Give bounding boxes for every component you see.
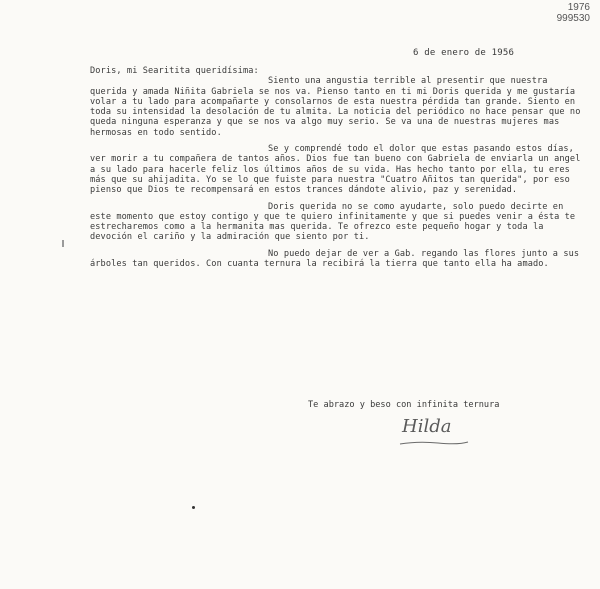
archive-ref-number: 999530: [556, 13, 590, 24]
ink-dot: [192, 506, 195, 509]
salutation: Doris, mi Searitita queridísima:: [90, 66, 259, 76]
paragraph: Se y comprendé todo el dolor que estas pasando estos días, ver morir a tu compañera de tantos años. Dios fue tan bueno con Gabriela de enviarla un angel a su lado para hacerle feliz los últimos años de su vida. Has hecho tanto por ella, tu eres más que su ahijadita. Yo se lo que fuiste para nuestra "Cuatro Añitos tan querida", por eso pienso que Dios te recompensará en estos trances dándote alivio, paz y serenidad.: [90, 144, 581, 196]
letter-date: 6 de enero de 1956: [413, 48, 515, 58]
archive-reference: [557, 2, 590, 24]
paragraph: Doris querida no se como ayudarte, solo puedo decirte en este momento que estoy contigo y que te quiero infinitamente y que si puedes venir a ésta te estrecharemos como a la hermanita mas querida. Te ofrezco este pequeño hogar y toda la devoción el cariño y la admiración que siento por ti.: [90, 201, 576, 243]
closing-line: Te abrazo y beso con infinita ternura: [308, 400, 500, 410]
margin-mark: [62, 240, 64, 247]
signature: Hilda: [402, 416, 452, 437]
paragraph: Siento una angustia terrible al presentir que nuestra querida y amada Niñita Gabriela se nos va. Pienso tanto en ti mi Doris querida y me gustaría volar a tu lado para acompañarte y consolarnos de esta nuestra pérdida tan grande. Siento en toda su intensidad la desolación de tu almita. La noticia del periódico no hace pensar que no queda ninguna esperanza y que se nos va algo muy serio. Se va una de nuestras mujeres mas hermosas en todo sentido.: [90, 76, 581, 138]
archive-ref-number: 1976: [567, 2, 590, 13]
letter-body: [90, 66, 582, 269]
signature-flourish: [398, 440, 470, 446]
paragraph: No puedo dejar de ver a Gab. regando las flores junto a sus árboles tan queridos. Con cuanta ternura la recibirá la tierra que tanto ella ha amado.: [90, 248, 580, 270]
